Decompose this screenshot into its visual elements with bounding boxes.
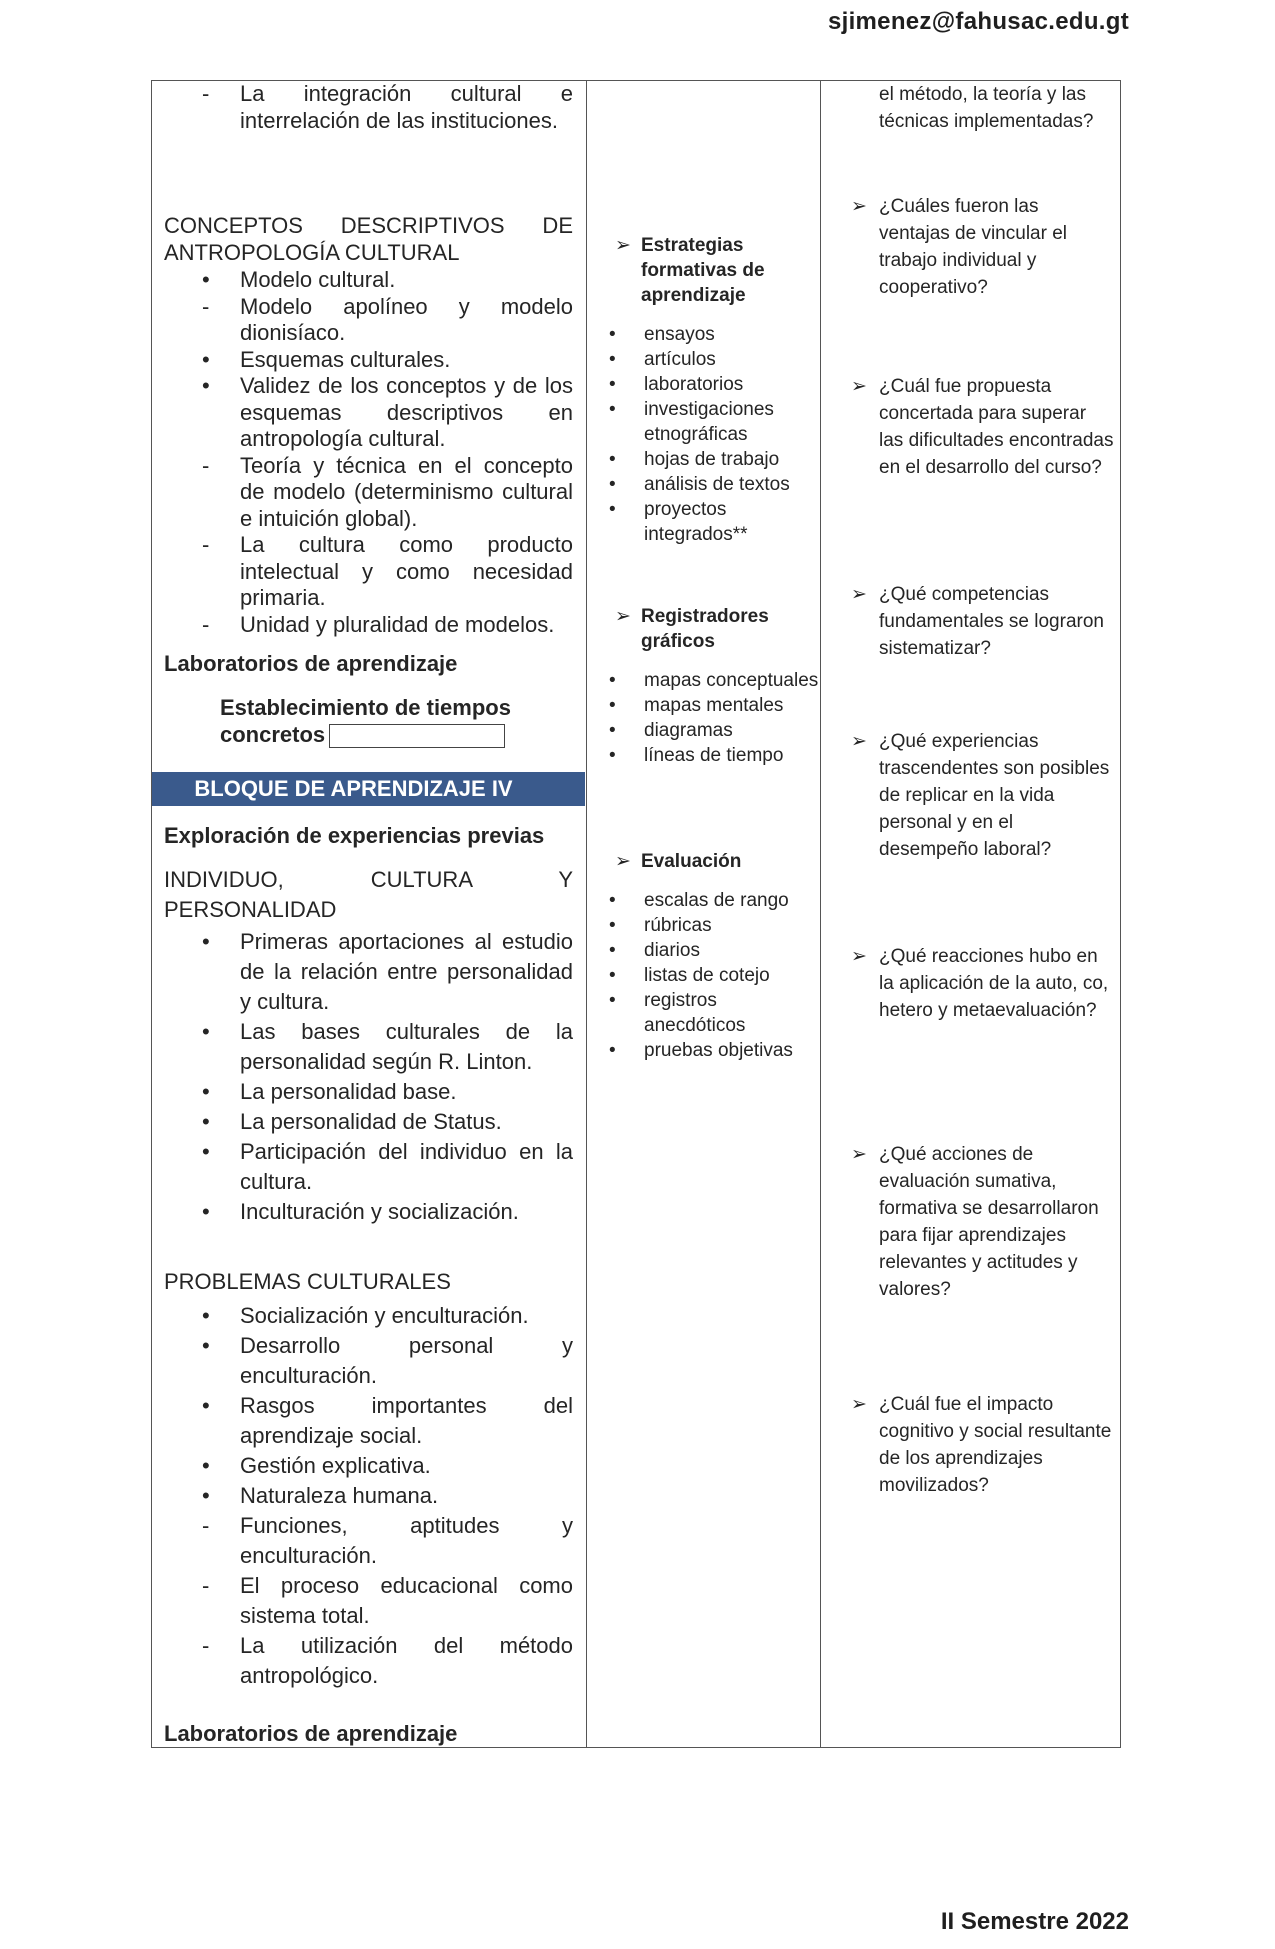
time-input-box[interactable]	[329, 724, 505, 748]
list-item	[164, 612, 573, 639]
bullet-icon: •	[202, 1333, 210, 1358]
bullet-icon: •	[609, 449, 616, 470]
item-text: Inculturación y socialización.	[240, 1199, 519, 1224]
reflection-question	[823, 1391, 1114, 1499]
item-text: registros anecdóticos	[644, 990, 746, 1036]
bullet-icon: •	[609, 374, 616, 395]
list-item	[589, 322, 821, 347]
bullet-icon: •	[202, 1483, 210, 1508]
section-title: CONCEPTOS DESCRIPTIVOS DE ANTROPOLOGÍA CULTURAL	[164, 213, 573, 265]
item-text: mapas mentales	[644, 695, 784, 716]
registradores-list	[589, 668, 821, 768]
reflection-column	[823, 81, 1120, 1747]
bullet-icon: •	[202, 1393, 210, 1418]
bullet-icon: •	[609, 349, 616, 370]
list-item	[589, 372, 821, 397]
item-text: artículos	[644, 349, 716, 370]
list-item	[589, 913, 821, 938]
bullet-icon: •	[202, 1139, 210, 1164]
bullet-icon: •	[202, 373, 210, 398]
arrow-bullet-icon: ➢	[851, 1394, 867, 1415]
item-text: Desarrollo personal y enculturación.	[240, 1333, 573, 1388]
item-text: rúbricas	[644, 915, 712, 936]
question-text: ¿Qué acciones de evaluación sumativa, formativa se desarrollaron para fijar aprendizajes relevantes y actitudes y valores?	[879, 1144, 1099, 1300]
section-title: INDIVIDUO, CULTURA Y PERSONALIDAD	[164, 867, 573, 922]
list-item	[164, 373, 573, 453]
methods-column	[589, 81, 821, 1747]
block-title: BLOQUE DE APRENDIZAJE IV	[194, 776, 513, 801]
item-text: Gestión explicativa.	[240, 1453, 431, 1478]
bullet-icon: •	[609, 745, 616, 766]
top-text: el método, la teoría y las técnicas implementadas?	[879, 84, 1094, 132]
list-item	[164, 1197, 573, 1227]
item-text: Rasgos importantes del aprendizaje social.	[240, 1393, 573, 1448]
item-text: Participación del individuo en la cultura.	[240, 1139, 573, 1194]
dash-icon: -	[202, 611, 210, 637]
question-text: ¿Cuáles fueron las ventajas de vincular el trabajo individual y cooperativo?	[879, 196, 1067, 298]
list-item	[164, 927, 573, 1017]
exploracion-heading: Exploración de experiencias previas	[164, 823, 545, 848]
bullet-icon: •	[609, 940, 616, 961]
labs-heading: Laboratorios de aprendizaje	[164, 651, 458, 676]
item-text: diarios	[644, 940, 700, 961]
item-text: Naturaleza humana.	[240, 1483, 439, 1508]
dash-icon: -	[202, 1573, 210, 1598]
bullet-icon: •	[609, 499, 616, 520]
list-item	[164, 347, 573, 374]
item-text: líneas de tiempo	[644, 745, 784, 766]
question-text: ¿Qué competencias fundamentales se lograron sistematizar?	[879, 584, 1104, 659]
question-text: ¿Qué reacciones hubo en la aplicación de la auto, co, hetero y metaevaluación?	[879, 946, 1109, 1021]
content-table	[151, 80, 1121, 1748]
header-email: sjimenez@fahusac.edu.gt	[827, 8, 1129, 35]
item-text: Socialización y enculturación.	[240, 1303, 529, 1328]
bullet-icon: •	[609, 720, 616, 741]
list-item	[164, 294, 573, 347]
arrow-bullet-icon: ➢	[851, 946, 867, 967]
bullet-icon: •	[609, 695, 616, 716]
arrow-bullet-icon: ➢	[851, 584, 867, 605]
list-item	[164, 1571, 573, 1631]
bullet-icon: •	[202, 267, 210, 292]
list-item	[164, 1511, 573, 1571]
estrategias-heading: ➢ Estrategias formativas de aprendizaje	[615, 235, 765, 306]
bullet-icon: •	[609, 965, 616, 986]
item-text: La utilización del método antropológico.	[240, 1633, 573, 1688]
bullet-icon: •	[609, 474, 616, 495]
bullet-icon: •	[609, 1040, 616, 1061]
item-text: Unidad y pluralidad de modelos.	[240, 611, 555, 637]
section1-list	[164, 267, 573, 638]
bullet-icon: •	[609, 915, 616, 936]
bullet-icon: •	[202, 929, 210, 954]
item-text: pruebas objetivas	[644, 1040, 793, 1061]
list-item: - La integración cultural e interrelación de las instituciones.	[202, 81, 573, 133]
bullet-icon: •	[202, 1079, 210, 1104]
arrow-bullet-icon: ➢	[851, 376, 867, 397]
item-text: análisis de textos	[644, 474, 790, 495]
item-text: proyectos integrados**	[644, 499, 748, 545]
tiempos-line1: Establecimiento de tiempos	[220, 695, 511, 720]
list-item	[164, 1451, 573, 1481]
bullet-icon: •	[202, 1019, 210, 1044]
registradores-heading: ➢ Registradores gráficos	[615, 606, 769, 652]
dash-icon: -	[202, 452, 210, 478]
arrow-bullet-icon: ➢	[851, 196, 867, 217]
footer-semester: II Semestre 2022	[940, 1908, 1129, 1935]
item-text: Teoría y técnica en el concepto de modelo (determinismo cultural e intuición global).	[240, 452, 573, 531]
list-item	[164, 1137, 573, 1197]
item-text: mapas conceptuales	[644, 670, 819, 691]
list-item	[589, 447, 821, 472]
estrategias-list	[589, 322, 821, 547]
item-text: La integración cultural e interrelación de las instituciones.	[240, 81, 573, 133]
evaluacion-list	[589, 888, 821, 1063]
bullet-icon: •	[609, 324, 616, 345]
section3-list	[164, 1301, 573, 1691]
list-item	[164, 1301, 573, 1331]
bullet-icon: •	[609, 890, 616, 911]
section-title: PROBLEMAS CULTURALES	[164, 1269, 451, 1294]
list-item	[164, 1481, 573, 1511]
bullet-icon: •	[609, 399, 616, 420]
bullet-icon: •	[202, 346, 210, 372]
item-text: Primeras aportaciones al estudio de la relación entre personalidad y cultura.	[240, 929, 573, 1014]
item-text: La personalidad de Status.	[240, 1109, 502, 1134]
question-text: ¿Cuál fue propuesta concertada para superar las dificultades encontradas en el desarrollo del curso?	[879, 376, 1114, 478]
list-item	[164, 1631, 573, 1691]
question-text: ¿Qué experiencias trascendentes son posibles de replicar en la vida personal y en el desempeño laboral?	[879, 731, 1110, 860]
list-item	[589, 718, 821, 743]
evaluacion-heading: ➢ Evaluación	[615, 851, 742, 872]
list-item	[589, 668, 821, 693]
bullet-icon: •	[202, 1303, 210, 1328]
list-item	[164, 1017, 573, 1077]
list-item	[589, 963, 821, 988]
bullet-icon: •	[202, 1109, 210, 1134]
tiempos-heading	[220, 695, 573, 748]
reflection-question	[823, 581, 1114, 662]
item-text: hojas de trabajo	[644, 449, 780, 470]
item-text: Validez de los conceptos y de los esquemas descriptivos en antropología cultural.	[240, 373, 573, 451]
item-text: laboratorios	[644, 374, 744, 395]
dash-icon: -	[202, 1513, 210, 1538]
labs-heading: Laboratorios de aprendizaje	[164, 1721, 458, 1746]
list-item	[164, 453, 573, 533]
bullet-icon: •	[609, 990, 616, 1011]
item-text: Modelo cultural.	[240, 267, 396, 292]
question-text: ¿Cuál fue el impacto cognitivo y social resultante de los aprendizajes movilizados?	[879, 1394, 1112, 1496]
list-item	[164, 1331, 573, 1391]
content-column	[152, 81, 585, 1747]
list-item	[589, 497, 821, 547]
item-text: Esquemas culturales.	[240, 346, 451, 372]
bullet-icon: •	[609, 670, 616, 691]
list-item	[589, 693, 821, 718]
list-item	[589, 397, 821, 447]
list-item	[164, 1391, 573, 1451]
list-item	[164, 1077, 573, 1107]
list-item	[589, 938, 821, 963]
item-text: La cultura como producto intelectual y como necesidad primaria.	[240, 532, 573, 610]
arrow-bullet-icon: ➢	[851, 731, 867, 752]
reflection-question	[823, 728, 1114, 863]
tiempos-line2: concretos	[220, 721, 326, 747]
reflection-question	[823, 943, 1114, 1024]
reflection-question	[823, 193, 1114, 301]
dash-icon: -	[202, 1633, 210, 1658]
item-text: ensayos	[644, 324, 715, 345]
item-text: El proceso educacional como sistema total.	[240, 1573, 573, 1628]
section2-list	[164, 927, 573, 1227]
block-header	[152, 772, 585, 806]
bullet-icon: •	[202, 1199, 210, 1224]
reflection-question	[823, 1141, 1114, 1303]
dash-icon: -	[202, 293, 210, 319]
item-text: Funciones, aptitudes y enculturación.	[240, 1513, 573, 1568]
item-text: Modelo apolíneo y modelo dionisíaco.	[240, 293, 573, 345]
item-text: diagramas	[644, 720, 733, 741]
bullet-icon: •	[202, 1453, 210, 1478]
item-text: Las bases culturales de la personalidad según R. Linton.	[240, 1019, 573, 1074]
item-text: La personalidad base.	[240, 1079, 457, 1104]
list-item	[164, 1107, 573, 1137]
item-text: escalas de rango	[644, 890, 789, 911]
list-item	[164, 532, 573, 612]
reflection-question	[823, 373, 1114, 481]
list-item	[164, 267, 573, 294]
list-item	[589, 743, 821, 768]
list-item	[589, 988, 821, 1038]
list-item	[589, 888, 821, 913]
item-text: investigaciones etnográficas	[644, 399, 774, 445]
list-item	[589, 347, 821, 372]
item-text: listas de cotejo	[644, 965, 770, 986]
list-item	[589, 472, 821, 497]
list-item	[589, 1038, 821, 1063]
arrow-bullet-icon: ➢	[851, 1144, 867, 1165]
column-divider	[586, 81, 587, 1747]
dash-icon: -	[202, 532, 210, 557]
